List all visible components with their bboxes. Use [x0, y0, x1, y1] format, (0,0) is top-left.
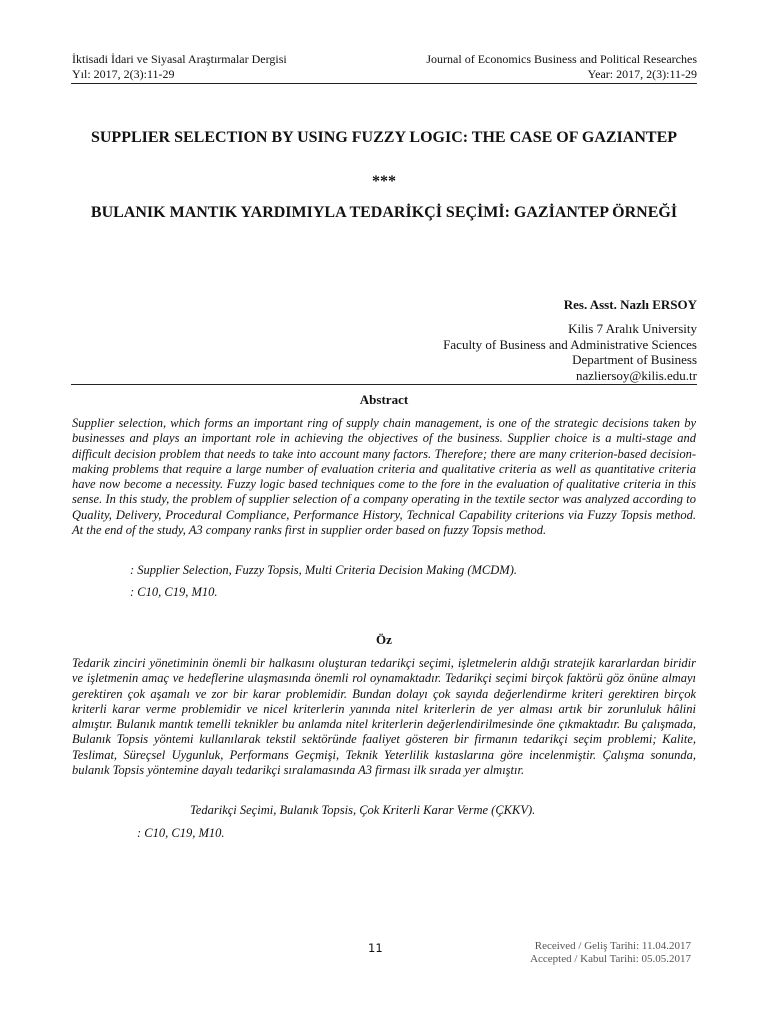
journal-name-en: Journal of Economics Business and Political Researches [426, 52, 697, 66]
page-number: 11 [368, 941, 383, 955]
abstract-jel-codes: : C10, C19, M10. [130, 585, 218, 599]
journal-year-en: Year: 2017, 2(3):11-29 [587, 67, 697, 81]
author-name: Res. Asst. Nazlı ERSOY [563, 297, 697, 312]
header-divider [71, 83, 697, 84]
paper-title-en: SUPPLIER SELECTION BY USING FUZZY LOGIC: THE CASE OF GAZIANTEP [90, 129, 678, 146]
journal-year-tr: Yıl: 2017, 2(3):11-29 [72, 67, 175, 81]
oz-keywords: Tedarikçi Seçimi, Bulanık Topsis, Çok Kriterli Karar Verme (ÇKKV). [190, 803, 536, 817]
author-email: nazliersoy@kilis.edu.tr [576, 367, 697, 383]
received-date: Received / Geliş Tarihi: 11.04.2017 [534, 940, 691, 952]
oz-jel-codes: : C10, C19, M10. [137, 826, 225, 840]
author-faculty: Faculty of Business and Administrative Sciences [443, 336, 697, 352]
abstract-keywords: : Supplier Selection, Fuzzy Topsis, Multi Criteria Decision Making (MCDM). [130, 563, 517, 577]
paper-title-tr: BULANIK MANTIK YARDIMIYLA TEDARİKÇİ SEÇİMİ: GAZİANTEP ÖRNEĞİ [90, 204, 678, 221]
oz-text: Tedarik zinciri yönetiminin önemli bir halkasını oluşturan tedarikçi seçimi, işletmelerin aldığı stratejik kararlardan biridir ve işletmenin amaç ve hedeflerine ulaşmasında önemli rol oynamaktadır. Tedarikçi seçimi birçok faktörü göz önüne almayı gerektiren çok aşamalı ve zor bir karar problemidir. Bundan dolayı çok sayıda değerlendirme kriteri gerektiren birçok kriterli karar verme problemidir ve nicel kriterlerin yanında nitel kriterlerin de yer alması artık bir zorunluluk hâlini almıştır. Bulanık mantık temelli teknikler bu anlamda nitel kriterlerin değerlendirilmesinde öne çıkmaktadır. Bu çalışmada, Bulanık Topsis yöntemi kullanılarak tekstil sektöründe faaliyet gösteren bir firmanın tedarikçi seçim problemi; Kalite, Teslimat, Süreçsel Uygunluk, Performans Geçmişi, Teknik Yeterlilik kıstaslarına göre incelenmiştir. Çalışma sonunda, bulanık Topsis yöntemine dayalı tedarikçi sıralamasında A3 firması ilk sırada yer almıştır. [72, 656, 696, 778]
journal-header-tr [72, 52, 287, 82]
abstract-divider [71, 384, 697, 385]
journal-header-en [426, 52, 697, 82]
accepted-date: Accepted / Kabul Tarihi: 05.05.2017 [530, 952, 691, 965]
title-separator: *** [372, 173, 396, 190]
author-department: Department of Business [572, 352, 697, 367]
oz-heading: Öz [376, 632, 392, 647]
author-affiliation [443, 321, 697, 383]
submission-dates [530, 940, 691, 965]
abstract-heading: Abstract [359, 392, 409, 407]
abstract-text: Supplier selection, which forms an important ring of supply chain management, is one of the strategic decisions taken by businesses and plays an important role in achieving the objectives of the business. Supplier choice is a multi-stage and difficult decision problem that needs to take into account many factors. Therefore; there are many criterion-based decision-making problems that require a large number of evaluation criteria and qualitative criteria as well as quantitative criteria have now become a necessity. Fuzzy logic based techniques come to the fore in the evaluation of qualitative criteria in this sense. In this study, the problem of supplier selection of a company operating in the textile sector was analyzed according to Quality, Delivery, Procedural Compliance, Performance History, Technical Capability criterions via Fuzzy Topsis method. At the end of the study, A3 company ranks first in supplier order based on fuzzy Topsis method. [72, 416, 696, 538]
author-university: Kilis 7 Aralık University [568, 321, 697, 336]
journal-name-tr: İktisadi İdari ve Siyasal Araştırmalar Dergisi [72, 52, 287, 66]
